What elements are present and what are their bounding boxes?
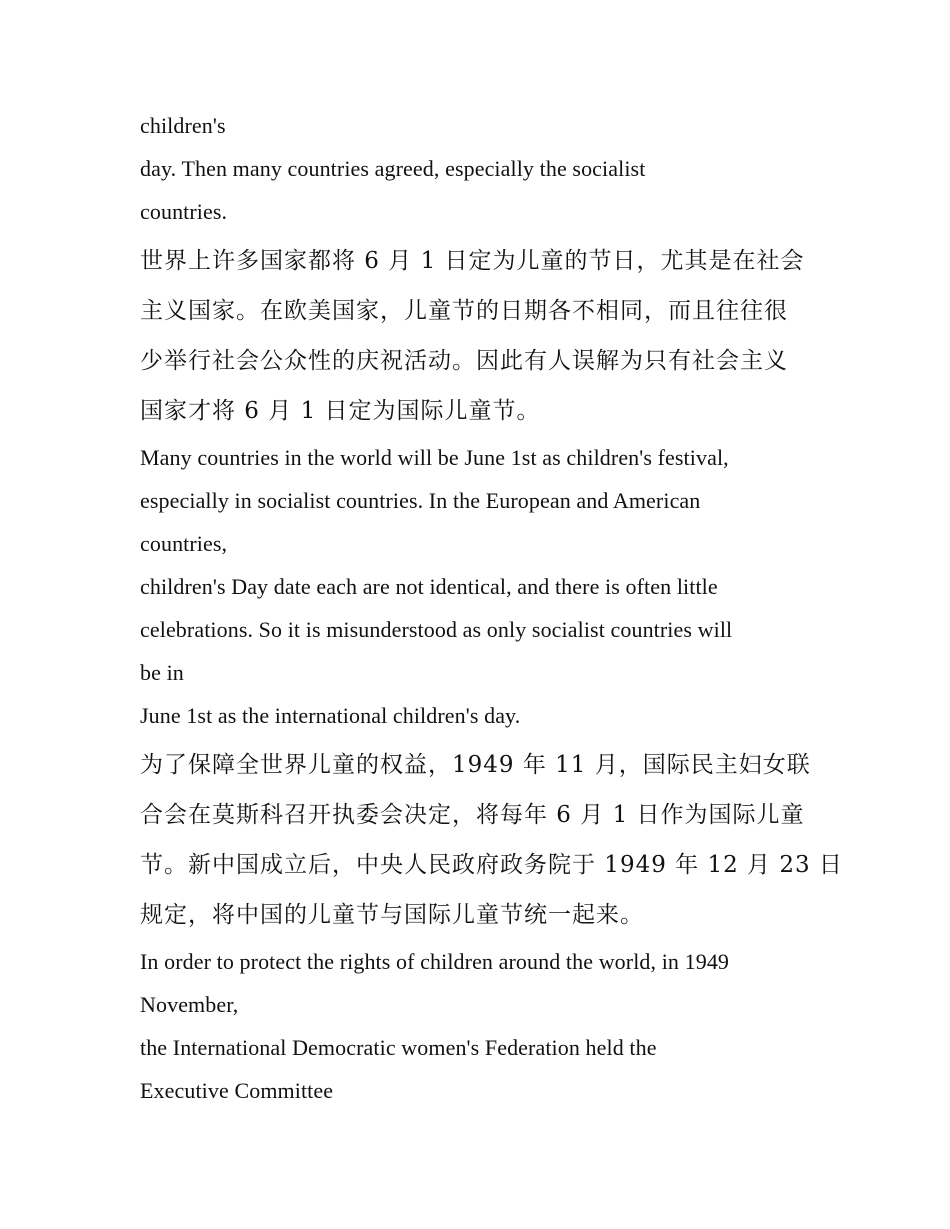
text-line: the International Democratic women's Federation held the [140,1035,657,1060]
text-line: 节。新中国成立后，中央人民政府政务院于 1949 年 12 月 23 日 [140,852,843,878]
text-line: 国家才将 6 月 1 日定为国际儿童节。 [140,398,541,424]
text-line: 主义国家。在欧美国家，儿童节的日期各不相同，而且往往很 [140,298,788,324]
text-line: Many countries in the world will be June 1st as children's festival, [140,445,729,470]
text-line: countries. [140,199,228,224]
text-line: day. Then many countries agreed, especially the socialist [140,156,646,181]
document-body [140,104,843,1112]
text-line: June 1st as the international children's day. [140,703,521,728]
text-line: especially in socialist countries. In the European and American [140,488,701,513]
text-line: November, [140,992,239,1017]
text-line: countries, [140,531,228,556]
text-line: 规定，将中国的儿童节与国际儿童节统一起来。 [140,902,644,928]
text-line: children's [140,113,226,138]
text-line: 合会在莫斯科召开执委会决定，将每年 6 月 1 日作为国际儿童 [140,802,805,828]
text-line: 世界上许多国家都将 6 月 1 日定为儿童的节日，尤其是在社会 [140,248,805,274]
text-line: children's Day date each are not identical, and there is often little [140,574,718,599]
text-line: 少举行社会公众性的庆祝活动。因此有人误解为只有社会主义 [140,348,788,374]
text-line: 为了保障全世界儿童的权益，1949 年 11 月，国际民主妇女联 [140,752,811,778]
text-line: In order to protect the rights of children around the world, in 1949 [140,949,730,974]
text-line: celebrations. So it is misunderstood as only socialist countries will [140,617,733,642]
text-line: Executive Committee [140,1078,334,1103]
text-line: be in [140,660,184,685]
